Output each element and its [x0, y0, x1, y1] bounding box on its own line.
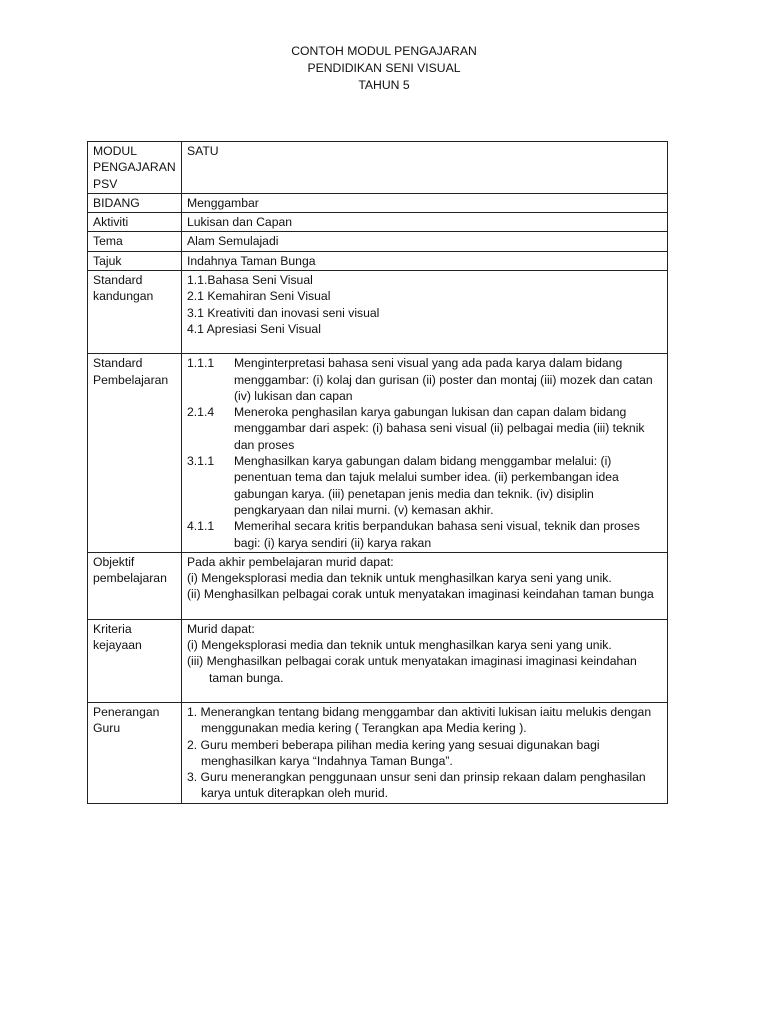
label-standard-kandungan: Standard kandungan	[88, 271, 182, 354]
label-standard-pembelajaran: Standard Pembelajaran	[88, 354, 182, 553]
row-standard-pembelajaran	[88, 354, 668, 553]
row-kriteria	[88, 619, 668, 702]
list-item	[187, 355, 663, 404]
objektif-intro: Pada akhir pembelajaran murid dapat:	[187, 554, 394, 569]
document-title	[0, 43, 768, 94]
list-item: (ii) Menghasilkan pelbagai corak untuk menyatakan imaginasi keindahan taman bunga	[187, 587, 654, 602]
value-standard-pembelajaran	[182, 354, 668, 553]
value-bidang: Menggambar	[182, 193, 668, 212]
value-penerangan	[182, 702, 668, 803]
list-item: 1. Menerangkan tentang bidang menggambar dan aktiviti lukisan iaitu melukis dengan menggunakan media kering ( Terangkan apa Media kering ).	[187, 704, 652, 736]
value-standard-kandungan	[182, 271, 668, 354]
label-tema: Tema	[88, 232, 182, 251]
row-modul	[88, 142, 668, 194]
item-text: Menghasilkan karya gabungan dalam bidang menggambar melalui: (i) penentuan tema dan tajuk melalui sumber idea. (ii) perkembangan idea gabungan karya. (iii) penetapan jenis media dan teknik. (iv) disiplin pengkaryaan dan nilai murni. (v) kemasan akhir.	[234, 454, 619, 517]
list-item: 4.1 Apresiasi Seni Visual	[187, 321, 321, 336]
item-number: 4.1.1	[187, 519, 215, 534]
value-tema: Alam Semulajadi	[182, 232, 668, 251]
list-item	[187, 404, 663, 453]
label-aktiviti: Aktiviti	[88, 213, 182, 232]
list-item: 3. Guru menerangkan penggunaan unsur seni dan prinsip rekaan dalam penghasilan karya untuk diterapkan oleh murid.	[187, 770, 646, 801]
row-objektif	[88, 552, 668, 619]
label-objektif: Objektif pembelajaran	[88, 552, 182, 619]
row-standard-kandungan	[88, 271, 668, 354]
value-objektif	[182, 552, 668, 619]
row-penerangan	[88, 702, 668, 803]
title-line-2: PENDIDIKAN SENI VISUAL	[307, 61, 461, 75]
kriteria-intro: Murid dapat:	[187, 621, 255, 636]
value-kriteria	[182, 619, 668, 702]
title-line-1: CONTOH MODUL PENGAJARAN	[291, 44, 477, 58]
list-item: 3.1 Kreativiti dan inovasi seni visual	[187, 305, 380, 320]
list-item: 1.1.Bahasa Seni Visual	[187, 273, 313, 288]
row-tajuk	[88, 251, 668, 270]
title-line-3: TAHUN 5	[358, 78, 410, 92]
row-bidang	[88, 193, 668, 212]
item-text: Memerihal secara kritis berpandukan bahasa seni visual, teknik dan proses bagi: (i) karya sendiri (ii) karya rakan	[234, 519, 640, 550]
item-text: Menginterpretasi bahasa seni visual yang ada pada karya dalam bidang menggambar: (i) kolaj dan gurisan (ii) poster dan montaj (iii) mozek dan catan (iv) lukisan dan capan	[234, 356, 653, 403]
list-item: (i) Mengeksplorasi media dan teknik untuk menghasilkan karya seni yang unik.	[187, 571, 612, 586]
item-number: 2.1.4	[187, 405, 215, 420]
item-number: 1.1.1	[187, 356, 215, 371]
label-penerangan: Penerangan Guru	[88, 702, 182, 803]
value-tajuk: Indahnya Taman Bunga	[182, 251, 668, 270]
value-aktiviti: Lukisan dan Capan	[182, 213, 668, 232]
item-number: 3.1.1	[187, 454, 215, 469]
label-bidang: BIDANG	[88, 193, 182, 212]
list-item: 2. Guru memberi beberapa pilihan media kering yang sesuai digunakan bagi menghasilkan karya “Indahnya Taman Bunga”.	[187, 737, 600, 768]
item-text: Meneroka penghasilan karya gabungan lukisan dan capan dalam bidang menggambar dari aspek: (i) bahasa seni visual (ii) pelbagai media (iii) teknik dan proses	[234, 405, 645, 452]
list-item: (i) Mengeksplorasi media dan teknik untuk menghasilkan karya seni yang unik.	[187, 638, 612, 653]
value-modul: SATU	[182, 142, 668, 194]
label-modul: MODUL PENGAJARAN PSV	[88, 142, 182, 194]
list-item	[187, 518, 663, 551]
row-aktiviti	[88, 213, 668, 232]
module-table	[87, 141, 668, 804]
row-tema	[88, 232, 668, 251]
list-item	[187, 453, 663, 518]
list-item: (iii) Menghasilkan pelbagai corak untuk menyatakan imaginasi imaginasi keindahan taman bunga.	[187, 654, 637, 685]
label-kriteria: Kriteria kejayaan	[88, 619, 182, 702]
label-tajuk: Tajuk	[88, 251, 182, 270]
list-item: 2.1 Kemahiran Seni Visual	[187, 289, 331, 304]
